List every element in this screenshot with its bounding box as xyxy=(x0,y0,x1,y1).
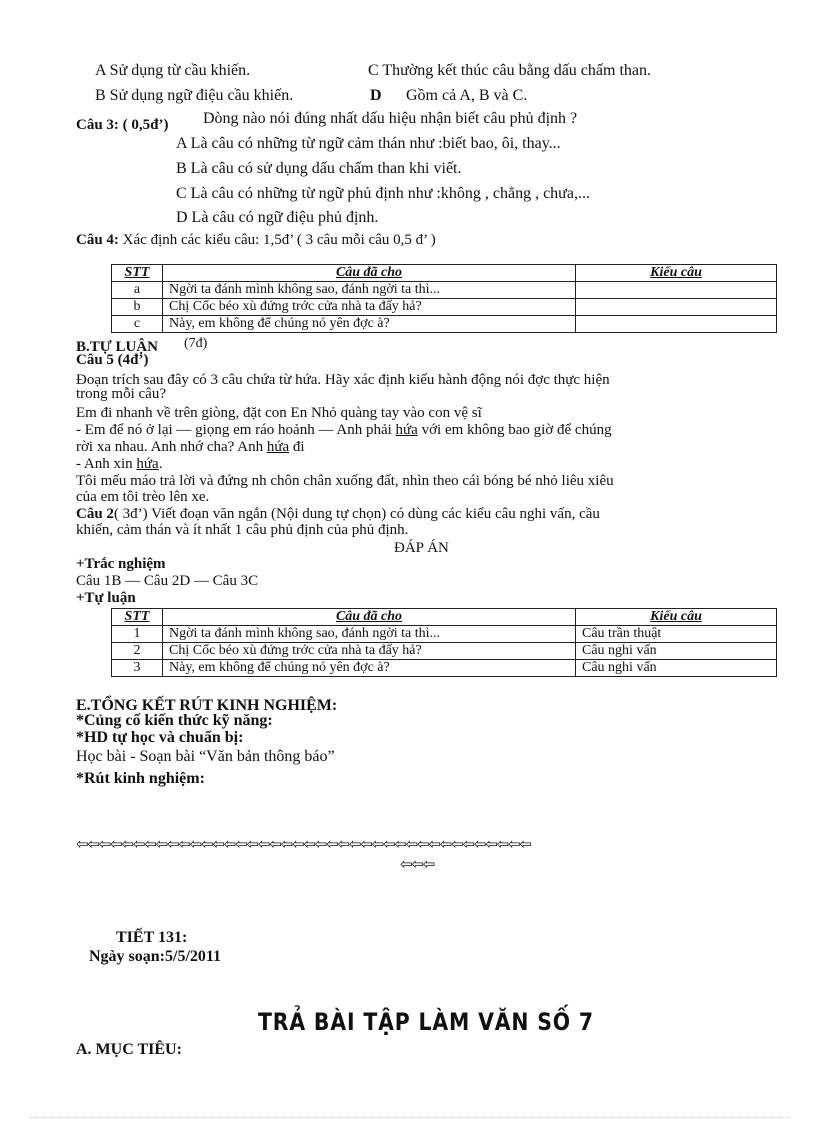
q3-option-d: D Là câu có ngữ điệu phủ định. xyxy=(176,209,379,226)
cell-cau: Này, em không để chúng nó yên đợc à? xyxy=(163,316,576,333)
passage-line-5: Tôi mếu máo trả lời và đứng nh chôn chân xuống đất, nhìn theo cái bóng bé nhỏ liêu xiêu xyxy=(76,473,614,489)
col-header-stt: STT xyxy=(112,609,163,626)
cau2-line-2: khiến, cảm thán và ít nhất 1 câu phủ định của phủ định. xyxy=(76,522,409,538)
cell-kieu xyxy=(576,299,777,316)
table-row xyxy=(112,282,777,299)
tuluan-points: (7đ) xyxy=(184,336,208,351)
passage-line-6: của em tôi trèo lên xe. xyxy=(76,489,210,505)
cell-kieu xyxy=(576,282,777,299)
cell-stt: a xyxy=(112,282,163,299)
cell-stt: b xyxy=(112,299,163,316)
cungco-heading: *Củng cố kiến thức kỹ năng: xyxy=(76,712,273,729)
cau5-intro: Đoạn trích sau đây có 3 câu chứa từ hứa. Hãy xác định kiểu hành động nói đợc thực hiện xyxy=(76,372,610,388)
q4-label: Câu 4: xyxy=(76,232,119,248)
tracnghiem-answers: Câu 1B — Câu 2D — Câu 3C xyxy=(76,573,259,589)
q2-option-d: Gồm cả A, B và C. xyxy=(406,87,528,104)
cell-stt: 2 xyxy=(112,643,163,660)
tracnghiem-heading: +Trắc nghiệm xyxy=(76,556,166,572)
table-header-row xyxy=(112,265,777,282)
hoc-bai-text: Học bài - Soạn bài “Văn bản thông báo” xyxy=(76,748,335,765)
q3-prompt: Dòng nào nói đúng nhất dấu hiệu nhận biết câu phủ định ? xyxy=(203,110,578,127)
q2-option-d-letter: D xyxy=(370,87,382,104)
cell-kieu xyxy=(576,316,777,333)
q2-option-a: A Sử dụng từ cầu khiến. xyxy=(95,62,251,79)
tuluan-answer-heading: +Tự luận xyxy=(76,590,136,606)
col-header-kieu: Kiểu câu xyxy=(576,265,777,282)
muctieu-heading: A. MỤC TIÊU: xyxy=(76,1041,182,1058)
question-table xyxy=(111,264,777,333)
q3-option-c: C Là câu có những từ ngữ phủ định như :không , chẳng , chưa,... xyxy=(176,185,590,202)
q3-option-b: B Là câu có sử dụng dấu chấm than khi viết. xyxy=(176,160,462,177)
table-row xyxy=(112,626,777,643)
cau2-label: Câu 2 xyxy=(76,506,114,522)
cell-stt: 3 xyxy=(112,660,163,677)
tiet-label: TIẾT 131: xyxy=(116,929,188,946)
table-row xyxy=(112,299,777,316)
cell-kieu: Câu trần thuật xyxy=(576,626,777,643)
arrow-divider-line-1: ⇦⇦⇦⇦⇦⇦⇦⇦⇦⇦⇦⇦⇦⇦⇦⇦⇦⇦⇦⇦⇦⇦⇦⇦⇦⇦⇦⇦⇦⇦⇦⇦⇦⇦⇦⇦⇦⇦⇦⇦ xyxy=(76,835,531,853)
q4-line xyxy=(76,232,436,249)
cell-stt: 1 xyxy=(112,626,163,643)
dapan-title: ĐÁP ÁN xyxy=(394,540,449,556)
cell-kieu: Câu nghi vấn xyxy=(576,643,777,660)
answer-table xyxy=(111,608,777,677)
cell-stt: c xyxy=(112,316,163,333)
cau2-text: ( 3đ’) Viết đoạn văn ngắn (Nội dung tự chọn) có dùng các kiểu câu nghi vấn, cầu xyxy=(113,506,600,522)
table-row xyxy=(112,316,777,333)
col-header-cau: Câu đã cho xyxy=(163,265,576,282)
q2-option-c: C Thường kết thúc câu bằng dấu chấm than. xyxy=(368,62,651,79)
table-row xyxy=(112,643,777,660)
table-header-row xyxy=(112,609,777,626)
col-header-kieu: Kiểu câu xyxy=(576,609,777,626)
cau5-intro-2: trong mỗi câu? xyxy=(76,386,166,402)
arrow-divider-line-2: ⇦⇦⇦ xyxy=(400,855,435,873)
col-header-cau: Câu đã cho xyxy=(163,609,576,626)
cau5-label: Câu 5 (4đ’) xyxy=(76,352,149,368)
cell-cau: Chị Cốc béo xù đứng trớc cửa nhà ta đấy hả? xyxy=(163,643,576,660)
page-title: TRẢ BÀI TẬP LÀM VĂN SỐ 7 xyxy=(258,1008,594,1036)
q3-option-a: A Là câu có những từ ngữ cảm thán như :biết bao, ôi, thay... xyxy=(176,135,561,152)
cell-cau: Này, em không để chúng nó yên đợc à? xyxy=(163,660,576,677)
page-bottom-divider xyxy=(30,1117,790,1118)
q3-label: Câu 3: ( 0,5đ’) xyxy=(76,117,169,133)
cell-cau: Ngời ta đánh mình không sao, đánh ngời ta thì... xyxy=(163,282,576,299)
passage-line-4: - Anh xin hứa. xyxy=(76,456,163,472)
q2-option-b: B Sử dụng ngữ điệu cầu khiến. xyxy=(95,87,294,104)
passage-line-3: rời xa nhau. Anh nhớ cha? Anh hứa đi xyxy=(76,439,305,455)
table-row xyxy=(112,660,777,677)
cell-cau: Ngời ta đánh mình không sao, đánh ngời ta thì... xyxy=(163,626,576,643)
passage-line-1: Em đi nhanh về trên giòng, đặt con En Nhỏ quàng tay vào con vệ sĩ xyxy=(76,405,482,421)
ngay-soan-value: 5/5/2011 xyxy=(165,948,222,965)
cell-cau: Chị Cốc béo xù đứng trớc cửa nhà ta đấy hả? xyxy=(163,299,576,316)
tongket-heading: E.TỔNG KẾT RÚT KINH NGHIỆM: xyxy=(76,697,338,714)
tuluan-heading: B.TỰ LUẬN xyxy=(76,339,158,355)
ngay-soan xyxy=(89,948,221,966)
ngay-soan-label: Ngày soạn: xyxy=(89,948,166,965)
hd-heading: *HD tự học và chuẩn bị: xyxy=(76,729,244,746)
cau2-line xyxy=(76,506,600,523)
cell-kieu: Câu nghi vấn xyxy=(576,660,777,677)
col-header-stt: STT xyxy=(112,265,163,282)
passage-line-2: - Em để nó ở lại — giọng em ráo hoảnh — Anh phải hứa với em không bao giờ để chúng xyxy=(76,422,612,438)
q4-text: Xác định các kiểu câu: 1,5đ’ ( 3 câu mỗi câu 0,5 đ’ ) xyxy=(122,232,436,248)
rut-kinh-nghiem: *Rút kinh nghiệm: xyxy=(76,770,205,787)
